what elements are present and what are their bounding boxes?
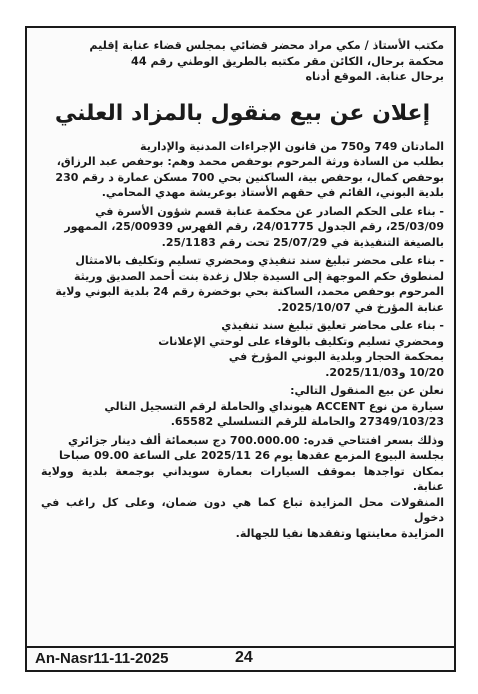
text-line: 27349/103/23 والحاملة للرقم التسلسلي 65582.: [170, 415, 444, 428]
notice-title: إعلان عن بيع منقول بالمزاد العلني: [54, 100, 431, 126]
header-line: مكتب الأستاذ / مكي مراد محضر قضائي بمجلس قضاء عنابة إقليم: [89, 39, 444, 52]
text-line: المادتان 749 و750 من قانون الإجراءات المدنية والإدارية: [140, 139, 444, 153]
text-line: - بناء على الحكم الصادر عن محكمة عنابة قسم شؤون الأسرة في: [95, 204, 444, 218]
text-line: بالصيغة التنفيذية في 25/07/29 تحت رقم 25/1183.: [161, 235, 444, 249]
requesting-parties: [41, 154, 444, 201]
text-line: بمكان تواجدها بموقف السيارات بعمارة سويداني بوجمعة بلدية وولاية عنابة.: [41, 464, 444, 493]
text-line: بجلسة البيوع المزمع عقدها يوم 26 2025/11 على الساعة 09.00 صباحا: [58, 449, 444, 462]
text-line: ومحضري تسليم وتكليف بالوفاء على لوحتي الإعلانات: [158, 334, 444, 348]
item-for-sale: [41, 383, 444, 430]
page-number: 24: [235, 649, 253, 666]
text-line: بوحفص كمال، بوحفص بية، الساكنين بحي 700 مسكن عمارة د رقم 230: [55, 170, 444, 184]
posting-reports: [41, 318, 444, 380]
notice-body: [41, 38, 444, 644]
text-line: عنابة المؤرخ في 2025/10/07.: [277, 300, 444, 314]
publication-label: An-Nasr11-11-2025: [35, 650, 169, 667]
legal-basis: [41, 139, 444, 155]
header-line: برحال عنابة. الموقع أدناه: [305, 70, 444, 83]
service-report: [41, 253, 444, 315]
text-line: بمحكمة الحجار وبلدية البوني المؤرخ في: [228, 350, 444, 363]
auction-details: [41, 433, 444, 542]
text-line: سيارة من نوع ACCENT هيونداي والحاملة لرقم التسجيل التالي: [104, 399, 444, 413]
notice-footer: [27, 646, 454, 670]
notice-header: [41, 38, 444, 85]
text-line: بلدية البوني، القائم في حقهم الأستاذ بوعريشة مهدي المحامي.: [101, 186, 444, 199]
text-line: المزايدة معاينتها وتفقدها نفيا للجهالة.: [235, 526, 444, 540]
text-line: وذلك بسعر افتتاحي قدره: 700.000.00 دج سبعمائة ألف دينار جزائري: [68, 433, 444, 447]
text-line: - بناء على محضر تبليغ سند تنفيذي ومحضري تسليم وتكليف بالامتثال: [75, 254, 444, 267]
text-line: نعلن عن بيع المنقول التالي:: [290, 384, 444, 397]
court-judgment: [41, 204, 444, 251]
text-line: 10/20 و2025/11/03.: [325, 365, 444, 379]
text-line: - بناء على محاضر تعليق تبليغ سند تنفيذي: [221, 319, 444, 332]
text-line: 25/03/09، رقم الجدول 24/01775، رقم الفهرس 25/00939، الممهور: [64, 220, 444, 233]
text-line: لمنطوق حكم الموجهة إلى السيدة جلال زغدة بنت أحمد الصديق وريثة: [74, 269, 444, 283]
text-line: بطلب من السادة ورثة المرحوم بوحفص محمد وهم: بوحفص عبد الرزاق،: [56, 155, 444, 168]
notice-frame: [25, 26, 456, 672]
text-line: المرحوم بوحفص محمد، الساكنة بحي بوخضرة رقم 24 بلدية البوني ولاية: [55, 285, 444, 298]
text-line: المنقولات محل المزايدة تباع كما هي دون ضمان، وعلى كل راغب في دخول: [41, 495, 444, 524]
header-line: محكمة برحال، الكائن مقر مكتبه بالطريق الوطني رقم 44: [131, 54, 444, 68]
